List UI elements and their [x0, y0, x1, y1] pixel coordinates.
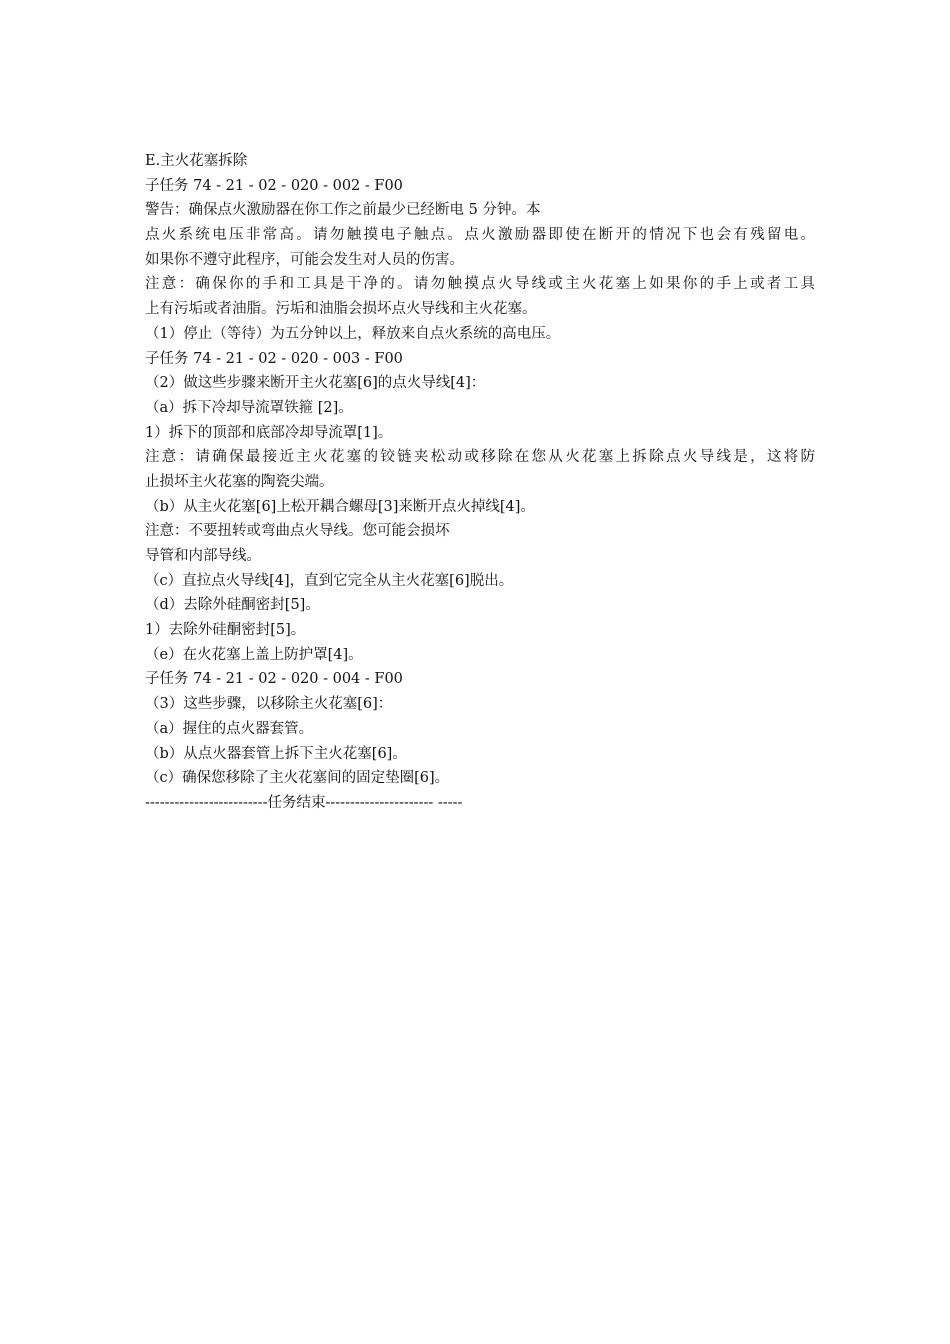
step-text: （c）直拉点火导线[4]，直到它完全从主火花塞[6]脱出。 — [145, 572, 514, 589]
caution-text: 导管和内部导线。 — [145, 548, 261, 564]
step-text: （1）停止（等待）为五分钟以上，释放来自点火系统的高电压。 — [145, 325, 561, 342]
step-text: （2）做这些步骤来断开主火花塞[6]的点火导线[4]： — [145, 375, 486, 392]
document-body — [145, 149, 815, 816]
step-text: （e）在火花塞上盖上防护罩[4]。 — [145, 646, 363, 663]
subtask-id: 子任务 74 - 21 - 02 - 020 - 002 - F00 — [145, 177, 403, 194]
caution-text: 注意：不要扭转或弯曲点火导线。您可能会损坏 — [145, 523, 450, 540]
step-text: （3）这些步骤，以移除主火花塞[6]： — [145, 696, 393, 713]
step-text: 1）去除外硅酮密封[5]。 — [145, 622, 306, 639]
caution-text: 上有污垢或者油脂。污垢和油脂会损坏点火导线和主火花塞。 — [145, 301, 537, 318]
subtask-id: 子任务 74 - 21 - 02 - 020 - 003 - F00 — [145, 350, 403, 367]
caution-text: 注意：请确保最接近主火花塞的铰链夹松动或移除在您从火花塞上拆除点火导线是，这将防 — [145, 449, 815, 466]
warning-text: 点火系统电压非常高。请勿触摸电子触点。点火激励器即使在断开的情况下也会有残留电。 — [145, 227, 815, 244]
step-text: （d）去除外硅酮密封[5]。 — [145, 597, 320, 614]
caution-text: 止损坏主火花塞的陶瓷尖端。 — [145, 473, 334, 490]
step-text: （a）拆下冷却导流罩铁箍 [2]。 — [145, 399, 353, 416]
step-text: （a）握住的点火器套管。 — [145, 720, 314, 737]
warning-text: 如果你不遵守此程序，可能会发生对人员的伤害。 — [145, 251, 464, 268]
section-heading: E.主火花塞拆除 — [145, 153, 248, 169]
caution-text: 注意：确保你的手和工具是干净的。请勿触摸点火导线或主火花塞上如果你的手上或者工具 — [145, 276, 815, 293]
warning-text: 警告：确保点火激励器在你工作之前最少已经断电 5 分钟。本 — [145, 202, 541, 219]
step-text: （c）确保您移除了主火花塞间的固定垫圈[6]。 — [145, 770, 450, 787]
step-text: 1）拆下的顶部和底部冷却导流罩[1]。 — [145, 424, 393, 441]
task-end-marker: -------------------------任务结束---------------------- ----- — [145, 794, 463, 811]
step-text: （b）从主火花塞[6]上松开耦合螺母[3]来断开点火掉线[4]。 — [145, 498, 535, 515]
subtask-id: 子任务 74 - 21 - 02 - 020 - 004 - F00 — [145, 671, 403, 688]
step-text: （b）从点火器套管上拆下主火花塞[6]。 — [145, 745, 407, 762]
